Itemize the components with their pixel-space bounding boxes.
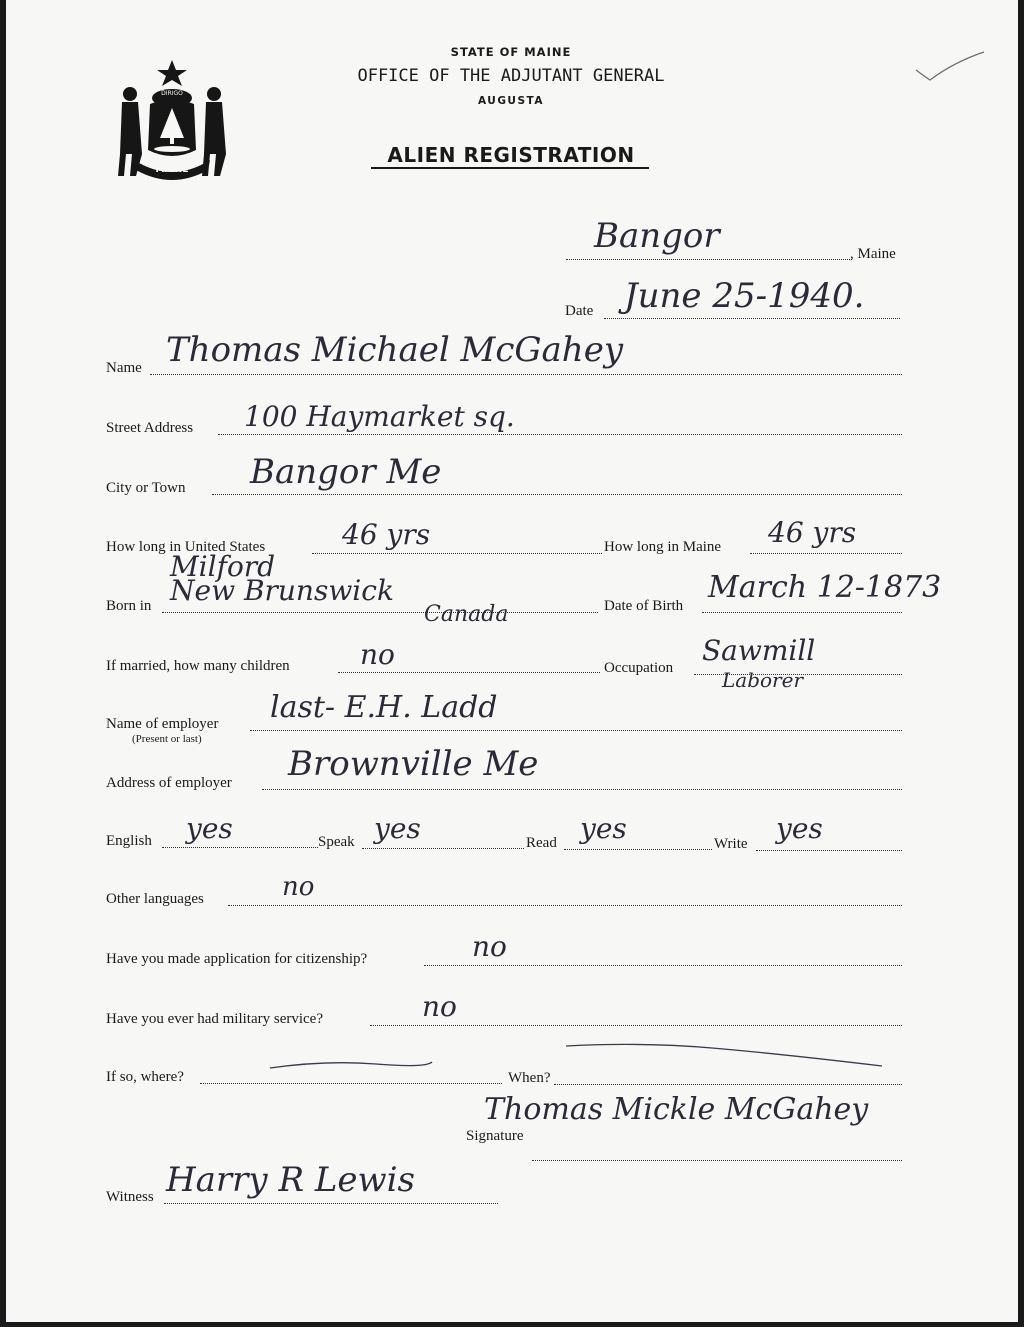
write-line <box>756 850 902 851</box>
speak-line <box>362 848 524 849</box>
check-mark-icon <box>914 50 994 90</box>
born-label: Born in <box>106 598 152 614</box>
dob-label: Date of Birth <box>604 598 684 614</box>
signature-line <box>532 1160 902 1161</box>
witness-label: Witness <box>106 1189 154 1205</box>
title-underline <box>371 167 649 169</box>
us-duration-label: How long in United States <box>106 539 266 555</box>
speak-label: Speak <box>318 834 355 850</box>
english-label: English <box>106 833 152 849</box>
employer-address-entry: Brownville Me <box>288 744 539 784</box>
witness-entry: Harry R Lewis <box>166 1160 415 1200</box>
write-label: Write <box>714 836 748 852</box>
children-entry: no <box>360 638 395 671</box>
where-label: If so, where? <box>106 1069 184 1085</box>
employer-note: (Present or last) <box>132 733 202 745</box>
name-entry: Thomas Michael McGahey <box>166 330 624 370</box>
registration-form-page <box>6 0 1018 1322</box>
english-line <box>162 847 318 848</box>
occupation-entry: Sawmill <box>702 634 816 667</box>
maine-duration-entry: 46 yrs <box>768 516 857 549</box>
children-line <box>338 672 600 673</box>
children-label: If married, how many children <box>106 658 290 674</box>
us-duration-line <box>312 553 602 554</box>
occupation-entry-line2: Laborer <box>722 668 804 692</box>
speak-entry: yes <box>374 812 421 845</box>
town-entry: Bangor <box>594 216 720 256</box>
signature-label: Signature <box>466 1128 524 1144</box>
other-languages-label: Other languages <box>106 891 204 907</box>
read-label: Read <box>526 835 557 851</box>
dob-line <box>702 612 902 613</box>
maine-duration-line <box>750 553 902 554</box>
military-label: Have you ever had military service? <box>106 1011 323 1027</box>
birthplace-province-entry: New Brunswick <box>170 574 394 607</box>
street-entry: 100 Haymarket sq. <box>244 400 515 433</box>
maine-duration-label: How long in Maine <box>604 539 722 555</box>
form-title: ALIEN REGISTRATION <box>387 143 635 167</box>
where-dash-stroke <box>266 1056 436 1076</box>
when-label: When? <box>508 1070 551 1086</box>
employer-line <box>250 730 902 731</box>
citizenship-line <box>424 965 902 966</box>
us-duration-entry: 46 yrs <box>342 518 431 551</box>
birthplace-town-entry: Milford <box>170 550 276 583</box>
street-label: Street Address <box>106 420 194 436</box>
city-entry: Bangor Me <box>250 452 442 492</box>
city-line <box>212 494 902 495</box>
state-heading: STATE OF MAINE <box>450 45 572 59</box>
read-line <box>564 849 712 850</box>
other-languages-entry: no <box>282 872 315 902</box>
employer-address-label: Address of employer <box>106 775 232 791</box>
when-line <box>554 1084 902 1085</box>
town-line <box>566 259 852 260</box>
employer-address-line <box>262 789 902 790</box>
write-entry: yes <box>776 812 823 845</box>
witness-line <box>164 1203 498 1204</box>
military-entry: no <box>422 990 457 1023</box>
name-label: Name <box>106 360 142 376</box>
seal-text: MAINE <box>155 165 189 175</box>
employer-entry: last- E.H. Ladd <box>270 690 498 725</box>
name-line <box>150 374 902 375</box>
born-line <box>162 612 598 613</box>
date-entry: June 25-1940. <box>624 276 865 316</box>
employer-label: Name of employer <box>106 716 219 732</box>
where-line <box>200 1083 502 1084</box>
when-dash-stroke <box>562 1040 892 1070</box>
english-entry: yes <box>186 812 233 845</box>
other-languages-line <box>228 905 902 906</box>
date-label: Date <box>565 303 594 319</box>
dob-entry: March 12-1873 <box>708 570 942 605</box>
citizenship-label: Have you made application for citizenship? <box>106 951 368 967</box>
citizenship-entry: no <box>472 930 507 963</box>
office-heading: OFFICE OF THE ADJUTANT GENERAL <box>357 66 665 86</box>
maine-label: , Maine <box>850 246 896 262</box>
maine-state-seal <box>112 58 232 184</box>
date-line <box>604 318 900 319</box>
city-heading: AUGUSTA <box>477 95 544 107</box>
street-line <box>218 434 902 435</box>
occupation-label: Occupation <box>604 660 674 676</box>
read-entry: yes <box>580 812 627 845</box>
military-line <box>370 1025 902 1026</box>
signature-entry: Thomas Mickle McGahey <box>484 1092 869 1127</box>
seal-motto: DIRIGO <box>161 90 183 97</box>
birthplace-country-entry: Canada <box>424 602 509 627</box>
city-label: City or Town <box>106 480 186 496</box>
